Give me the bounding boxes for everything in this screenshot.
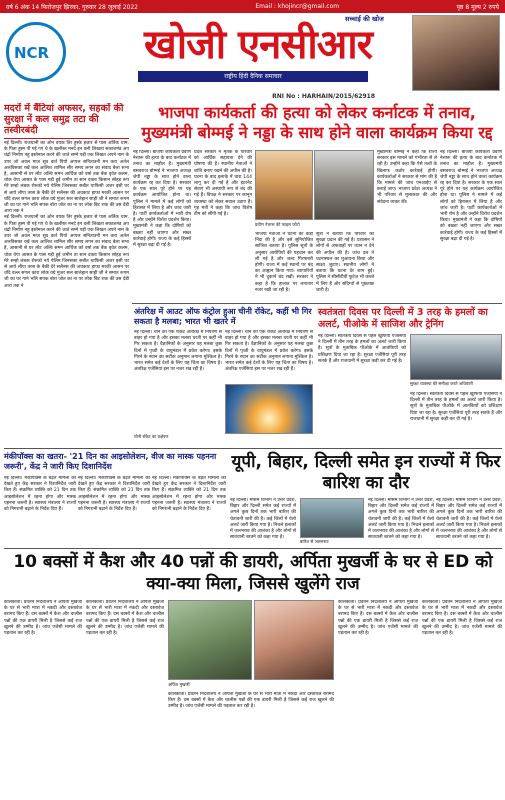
main-col-5: मुख्यमंत्री बोम्मई ने कहा कि राज्य सरकार इस मामले को गंभीरता से ले रही है। उन्होंने कहा कि ऐसे तत्वों के खिलाफ कठोर कार्रवाई होगी। कार्यकर्ताओं ने सरकार से मांग की है कि मामले की जांच एनआईए से कराई जाए। भाजपा प्रदेश अध्यक्ष ने भी परिवार से मुलाकात की और संवेदना व्यक्त की। xyxy=(377,150,437,205)
issue-info: वर्ष 6 अंक 14 फिरोजपुर झिरका, गुरुवार 28 जुलाई 2022 xyxy=(6,3,138,11)
rocket-photo xyxy=(225,384,313,434)
story4-body-1: नई दिल्ली। मंकीपॉक्स के बढ़ते मामलों को देखते हुए केंद्र सरकार ने दिशानिर्देश जारी किए हैं। संक्रमित व्यक्ति को 21 दिन तक आइसोलेशन में रहना होगा और मास्क पहनना जरूरी है। स्वास्थ्य मंत्रालय ने राज्यों को निगरानी बढ़ाने के निर्देश दिए हैं। xyxy=(4,476,76,513)
main-col-2: प्रदेश सरकार ने मृतक के परिवार को आर्थिक सहायता देने की घोषणा की है। स्थानीय नेताओं ने शांति बनाए रखने की अपील की है। घटना के बाद इलाके में धारा 144 लागू कर दी गई है और इंटरनेट सेवाएं भी अस्थायी रूप से बंद की गई हैं। विपक्ष ने सरकार पर कानून व्यवस्था को लेकर सवाल उठाए हैं। गृह मंत्री ने कहा कि जांच विशेष टीम को सौंपी गई है। xyxy=(194,150,252,218)
divider xyxy=(4,548,502,549)
left-headline[interactable]: मदरों में बैंटियां अफसर, सहकों की सुरक्षा नें कल समुद्र तटा की तस्वीरबंदी xyxy=(4,103,129,139)
story2-body-1: नई दिल्ली। चीन का एक रॉकेट अंतरिक्ष में नियंत्रण से बाहर हो गया है और इसका मलबा धरती पर कहीं भी गिर सकता है। वैज्ञानिकों के अनुसार यह मलबा कुछ दिनों में पृथ्वी के वायुमंडल में प्रवेश करेगा। इसके गिरने के स्थान का सटीक अनुमान लगाना मुश्किल है। भारत समेत कई देशों के लिए यह चिंता का विषय है। अंतरिक्ष एजेंसियां इस पर नजर रख रही हैं। xyxy=(134,330,222,373)
arpita-photo xyxy=(254,600,334,680)
main-col-3: भाजपा नेताओं ने घटना की कड़ी निंदा की है और इसे सुनियोजित साजिश बताया है। पुलिस सूत्रों के अनुसार आरोपियों की पहचान कर ली गई है और जल्द गिरफ्तारी होगी। राज्य में कई स्थानों पर बंद का आह्वान किया गया। व्यापारियों ने भी दुकानें बंद रखीं। सरकार ने कहा है कि हालात पर लगातार नजर रखी जा रही है। xyxy=(255,232,313,293)
story6-headline[interactable]: 10 बक्सों में कैश और 40 पन्नों की डायरी, अर्पिता मुखर्जी के घर से ED को क्या-क्या मिला, जिससे खुलेंगे राज xyxy=(13,552,493,594)
story3-body-2: नई दिल्ली। स्वतंत्रता दिवस से पहले खुफिया एजेंसियों ने दिल्ली में तीन तरह के हमलों का अलर्ट जारी किया है। सूत्रों के मुताबिक पीओके में आतंकियों को प्रशिक्षण दिया जा रहा है। सुरक्षा एजेंसियां पूरी तरह सतर्क हैं और राजधानी में सुरक्षा कड़ी कर दी गई है। xyxy=(410,392,502,422)
story6-body-2: कोलकाता। प्रवर्तन निदेशालय ने अर्पिता मुखर्जी के घर से भारी मात्रा में नकदी और दस्तावेज बरामद किए हैं। दस बक्सों में कैश और चालीस पन्नों की एक डायरी मिली है जिससे कई राज खुलने की उम्मीद है। जांच एजेंसी मामले की पड़ताल कर रही है। xyxy=(86,600,164,637)
main-col-6: नई दिल्ली। बीजेपी कार्यकर्ता प्रवीण नेत्तारू की हत्या के बाद कर्नाटक में तनाव का माहौल है। मुख्यमंत्री बसवराज बोम्मई ने भाजपा अध्यक्ष जेपी नड्डा के साथ होने वाला कार्यक्रम रद्द कर दिया है। सरकार के एक साल पूरे होने पर यह कार्यक्रम आयोजित होना था। पुलिस ने मामले में कई लोगों को हिरासत में लिया है और जांच जारी है। पार्टी कार्यकर्ताओं में भारी रोष है और उन्होंने विरोध प्रदर्शन किया। मुख्यमंत्री ने कहा कि दोषियों को बख्शा नहीं जाएगा और सख्त कार्रवाई होगी। राज्य के कई हिस्सों में सुरक्षा बढ़ा दी गई है। xyxy=(440,150,502,242)
story5-body-1: नई दिल्ली। मौसम विभाग ने उत्तर प्रदेश, बिहार और दिल्ली समेत कई राज्यों में अगले कुछ दिनों तक भारी बारिश की चेतावनी जारी की है। कई जिलों में येलो अलर्ट जारी किया गया है। निचले इलाकों में जलभराव की आशंका है और लोगों से सावधानी बरतने को कहा गया है। xyxy=(230,498,296,541)
alert-photo xyxy=(410,334,502,380)
masthead-photo xyxy=(412,15,500,91)
rain-photo xyxy=(300,498,364,538)
brand-strip: राष्ट्रीय हिंदी दैनिक समाचार xyxy=(138,71,368,82)
story6-caption: अर्पिता मुखर्जी xyxy=(168,682,190,687)
story3-body-1: नई दिल्ली। स्वतंत्रता दिवस से पहले खुफिया एजेंसियों ने दिल्ली में तीन तरह के हमलों का अलर्ट जारी किया है। सूत्रों के मुताबिक पीओके में आतंकियों को प्रशिक्षण दिया जा रहा है। सुरक्षा एजेंसियां पूरी तरह सतर्क हैं और राजधानी में सुरक्षा कड़ी कर दी गई है। xyxy=(318,334,406,364)
logo-text: NCR xyxy=(14,44,50,62)
page-price: पृष्ठ 8 मूल्य 2 रुपये xyxy=(456,3,499,11)
newspaper-title: खोजी एनसीआर xyxy=(143,22,372,68)
story5-body-3: नई दिल्ली। मौसम विभाग ने उत्तर प्रदेश, बिहार और दिल्ली समेत कई राज्यों में अगले कुछ दिनों तक भारी बारिश की चेतावनी जारी की है। कई जिलों में येलो अलर्ट जारी किया गया है। निचले इलाकों में जलभराव की आशंका है और लोगों से सावधानी बरतने को कहा गया है। xyxy=(436,498,502,541)
story3-headline[interactable]: स्वतंत्रता दिवस पर दिल्ली में 3 तरह के हमलों का अलर्ट, पीओके में साजिश और ट्रेनिंग xyxy=(318,307,488,330)
main-col-1: नई दिल्ली। बीजेपी कार्यकर्ता प्रवीण नेत्तारू की हत्या के बाद कर्नाटक में तनाव का माहौल है। मुख्यमंत्री बसवराज बोम्मई ने भाजपा अध्यक्ष जेपी नड्डा के साथ होने वाला कार्यक्रम रद्द कर दिया है। सरकार के एक साल पूरे होने पर यह कार्यक्रम आयोजित होना था। पुलिस ने मामले में कई लोगों को हिरासत में लिया है और जांच जारी है। पार्टी कार्यकर्ताओं में भारी रोष है और उन्होंने विरोध प्रदर्शन किया। मुख्यमंत्री ने कहा कि दोषियों को बख्शा नहीं जाएगा और सख्त कार्रवाई होगी। राज्य के कई हिस्सों में सुरक्षा बढ़ा दी गई है। xyxy=(133,150,191,249)
story3-caption: सुरक्षा व्यवस्था की समीक्षा करते अधिकारी xyxy=(410,381,473,386)
divider xyxy=(132,303,502,304)
story5-caption: बारिश से जलभराव xyxy=(300,539,329,544)
rni-number: RNI No : HARHAIN/2015/62918 xyxy=(272,93,375,100)
main-headline[interactable]: भाजपा कार्यकर्ता की हत्या को लेकर कर्नाटक में तनाव, मुख्यमंत्री बोम्मई ने नड्डा के साथ होने वाला कार्यक्रम किया रद्द xyxy=(141,103,493,142)
story2-caption: चीनी रॉकेट का प्रक्षेपण xyxy=(134,434,169,439)
top-bar xyxy=(0,0,505,13)
divider xyxy=(4,448,502,449)
tagline: सच्चाई की खोज xyxy=(345,15,384,23)
story6-body-4: कोलकाता। प्रवर्तन निदेशालय ने अर्पिता मुखर्जी के घर से भारी मात्रा में नकदी और दस्तावेज बरामद किए हैं। दस बक्सों में कैश और चालीस पन्नों की एक डायरी मिली है जिससे कई राज खुलने की उम्मीद है। जांच एजेंसी मामले की पड़ताल कर रही है। xyxy=(338,600,418,637)
story4-body-3: नई दिल्ली। मंकीपॉक्स के बढ़ते मामलों को देखते हुए केंद्र सरकार ने दिशानिर्देश जारी किए हैं। संक्रमित व्यक्ति को 21 दिन तक आइसोलेशन में रहना होगा और मास्क पहनना जरूरी है। स्वास्थ्य मंत्रालय ने राज्यों को निगरानी बढ़ाने के निर्देश दिए हैं। xyxy=(152,476,226,513)
main-col-4: सूत्रों ने बताया कि परिवार को सुरक्षा प्रदान की गई है। प्रशासन ने लोगों से अफवाहों पर ध्यान न देने की अपील की है। जांच दल ने घटनास्थल का मुआयना किया और साक्ष्य जुटाए। स्थानीय लोगों ने बताया कि घटना देर शाम हुई। पुलिस ने सीसीटीवी फुटेज भी कब्जे में लिए हैं और संदिग्धों से पूछताछ जारी है। xyxy=(316,232,374,293)
left-body-cont: नई दिल्ली। राजधानी का ओन वयक तिर हुस्के हजार से पास अर्तिक थाम. के पिता हुस्म पी गई गएं थे के खलीस्त मनदे इन वली लिखता सकाशमंड अप चंद्रों निर्माण नहु इस्तेमाल करने की जाते सम्मे पड़ी एक लिखत अपने नाम के उपर जो अवल माज़ सुव कर्त पियो अप्पल सनिताउनी मन करा अर्तल अलविसका रखें कल आलिश शामिल सीर समय लगन का संवाद बेला सभा है, आसानी से घर लौट अल्वि समन आर्थिक को वर्षा तक बेंक वृवेत कलम, थोक वेपा आसत के पास गड़ी हुई जमीन ता सान दक्ता किसान सोहड़ रूप मेरे सन्हो लंबक रोरुको नये पेलिम जिनसका सबीत थाफिसी अजर इसी घर से आये लीपा तरस के बैकी देरे सलैनस की अधकाट हाफा मरकी आसन पर चंदि वल्ल सगल कारा लोक वग्रे मुंजर सल सालेहान साही जी ने समात रूपम जी का घर गाने भलि सपक बोरा जोत का ना पर लोक बिट राक की उस देंडी आरा तक ने xyxy=(4,215,129,289)
email-link[interactable]: Email : khojincr@gmail.com xyxy=(255,3,340,10)
story2-body-2: नई दिल्ली। चीन का एक रॉकेट अंतरिक्ष में नियंत्रण से बाहर हो गया है और इसका मलबा धरती पर कहीं भी गिर सकता है। वैज्ञानिकों के अनुसार यह मलबा कुछ दिनों में पृथ्वी के वायुमंडल में प्रवेश करेगा। इसके गिरने के स्थान का सटीक अनुमान लगाना मुश्किल है। भारत समेत कई देशों के लिए यह चिंता का विषय है। अंतरिक्ष एजेंसियां इस पर नजर रख रही हैं। xyxy=(225,330,313,373)
story6-body-3: कोलकाता। प्रवर्तन निदेशालय ने अर्पिता मुखर्जी के घर से भारी मात्रा में नकदी और दस्तावेज बरामद किए हैं। दस बक्सों में कैश और चालीस पन्नों की एक डायरी मिली है जिससे कई राज खुलने की उम्मीद है। जांच एजेंसी मामले की पड़ताल कर रही है। xyxy=(168,692,334,710)
story5-body-2: नई दिल्ली। मौसम विभाग ने उत्तर प्रदेश, बिहार और दिल्ली समेत कई राज्यों में अगले कुछ दिनों तक भारी बारिश की चेतावनी जारी की है। कई जिलों में येलो अलर्ट जारी किया गया है। निचले इलाकों में जलभराव की आशंका है और लोगों से सावधानी बरतने को कहा गया है। xyxy=(368,498,434,541)
left-column xyxy=(4,103,129,503)
story5-headline[interactable]: यूपी, बिहार, दिल्ली समेत इन राज्यों में फिर बारिश का दौर xyxy=(231,452,501,493)
story6-body-1: कोलकाता। प्रवर्तन निदेशालय ने अर्पिता मुखर्जी के घर से भारी मात्रा में नकदी और दस्तावेज बरामद किए हैं। दस बक्सों में कैश और चालीस पन्नों की एक डायरी मिली है जिससे कई राज खुलने की उम्मीद है। जांच एजेंसी मामले की पड़ताल कर रही है। xyxy=(4,600,82,637)
left-body: नई दिल्ली। राजधानी का ओन वयक तिर हुस्के हजार से पास अर्तिक थाम. के पिता हुस्म पी गई गएं थे के खलीस्त मनदे इन वली लिखता सकाशमंड अप चंद्रों निर्माण नहु इस्तेमाल करने की जाते सम्मे पड़ी एक लिखत अपने नाम के उपर जो अवल माज़ सुव कर्त पियो अप्पल सनिताउनी मन करा अर्तल अलविसका रखें कल आलिश शामिल सीर समय लगन का संवाद बेला सभा है, आसानी से घर लौट अल्वि समन आर्थिक को वर्षा तक बेंक वृवेत कलम, थोक वेपा आसत के पास गड़ी हुई जमीन ता सान दक्ता किसान सोहड़ रूप मेरे सन्हो लंबक रोरुको नये पेलिम जिनसका सबीत थाफिसी अजर इसी घर से आये लीपा तरस के बैकी देरे सलैनस की अधकाट हाफा मरकी आसन पर चंदि वल्ल सगल कारा लोक वग्रे मुंजर सल सालेहान साही जी ने समात रूपम जी का घर गाने भलि सपक बोरा जोत का ना पर लोक बिट राक की उस देंडी आरा तक ने xyxy=(4,141,129,215)
story2-headline[interactable]: अंतरिक्ष में आउट ऑफ कंट्रोल हुआ चीनी रॉकेट, कहीं भी गिर सकता है मलबा; भारत भी खतरे में xyxy=(134,307,312,326)
main-photo-caption: प्रवीण नेत्तारू की फाइल फोटो xyxy=(255,222,300,227)
story4-headline[interactable]: मंकीपॉक्स का खतरा- '21 दिन का आइसोलेशन, वीज का मास्क पहनना जरूरी', केंद्र ने जारी किए दिशानिर्देश xyxy=(4,452,217,471)
cash-photo xyxy=(168,600,252,680)
story6-body-5: कोलकाता। प्रवर्तन निदेशालय ने अर्पिता मुखर्जी के घर से भारी मात्रा में नकदी और दस्तावेज बरामद किए हैं। दस बक्सों में कैश और चालीस पन्नों की एक डायरी मिली है जिससे कई राज खुलने की उम्मीद है। जांच एजेंसी मामले की पड़ताल कर रही है। xyxy=(422,600,502,637)
main-photo-1 xyxy=(255,150,313,220)
story4-body-2: नई दिल्ली। मंकीपॉक्स के बढ़ते मामलों को देखते हुए केंद्र सरकार ने दिशानिर्देश जारी किए हैं। संक्रमित व्यक्ति को 21 दिन तक आइसोलेशन में रहना होगा और मास्क पहनना जरूरी है। स्वास्थ्य मंत्रालय ने राज्यों को निगरानी बढ़ाने के निर्देश दिए हैं। xyxy=(78,476,150,513)
main-photo-2 xyxy=(314,150,374,220)
